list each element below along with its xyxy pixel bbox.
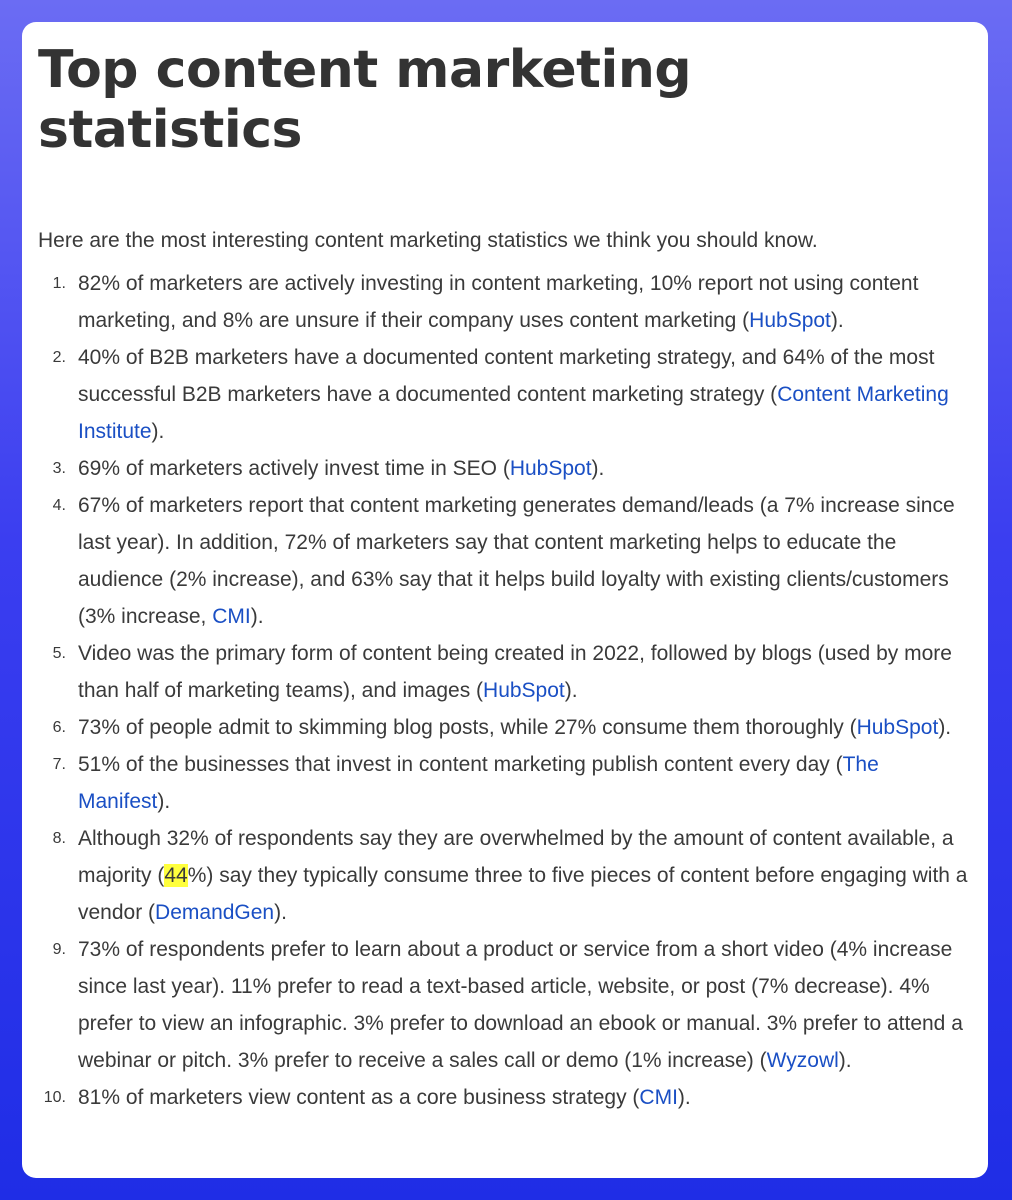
item-text: Video was the primary form of content being created in 2022, followed by blogs (used by more than half of marketing teams), and images ( <box>78 642 952 702</box>
list-item <box>38 339 972 450</box>
item-text: 82% of marketers are actively investing in content marketing, 10% report not using content marketing, and 8% are unsure if their company uses content marketing ( <box>78 272 919 332</box>
item-text: 73% of respondents prefer to learn about a product or service from a short video (4% increase since last year). 11% prefer to read a text-based article, website, or post (7% decrease). 4% prefer to view an infographic. 3% prefer to download an ebook or manual. 3% prefer to attend a webinar or pitch. 3% prefer to receive a sales call or demo (1% increase) ( <box>78 938 963 1072</box>
list-number: 10. <box>43 1089 66 1106</box>
item-text: 81% of marketers view content as a core business strategy ( <box>78 1086 640 1109</box>
list-number: 1. <box>52 275 66 292</box>
item-text-end: ). <box>830 309 844 332</box>
source-link-demandgen[interactable]: DemandGen <box>155 901 275 924</box>
item-text-end: ). <box>564 679 578 702</box>
item-text-middle: %) say they typically consume three to five pieces of content before engaging with a vendor ( <box>78 864 968 924</box>
source-link-the-manifest[interactable]: The Manifest <box>78 753 879 813</box>
source-link-cmi[interactable]: CMI <box>639 1086 678 1109</box>
item-text-end: ). <box>591 457 605 480</box>
item-text: 51% of the businesses that invest in content marketing publish content every day ( <box>78 753 843 776</box>
list-item <box>38 820 972 931</box>
item-text-end: ). <box>838 1049 852 1072</box>
item-text: Although 32% of respondents say they are overwhelmed by the amount of content available, a majority ( <box>78 827 954 887</box>
item-text: 40% of B2B marketers have a documented content marketing strategy, and 64% of the most successful B2B marketers have a documented content marketing strategy ( <box>78 346 935 406</box>
list-item <box>38 709 972 746</box>
item-text: 69% of marketers actively invest time in SEO ( <box>78 457 510 480</box>
item-text-end: ). <box>274 901 287 924</box>
source-link-cmi[interactable]: CMI <box>212 605 251 628</box>
item-text-end: ). <box>938 716 952 739</box>
page-title: Top content marketing statistics <box>38 40 692 160</box>
list-number: 3. <box>52 460 66 477</box>
item-text-end: ). <box>677 1086 691 1109</box>
source-link-hubspot[interactable]: HubSpot <box>749 309 831 332</box>
list-number: 5. <box>52 645 66 662</box>
source-link-hubspot[interactable]: HubSpot <box>856 716 939 739</box>
statistics-list <box>38 265 972 1116</box>
item-text: 67% of marketers report that content marketing generates demand/leads (a 7% increase since last year). In addition, 72% of marketers say that content marketing helps to educate the audience (2% increase), and 63% say that it helps build loyalty with existing clients/customers (3% increase, <box>78 494 955 628</box>
source-link-content-marketing-institute[interactable]: Content Marketing Institute <box>78 383 949 443</box>
list-number: 2. <box>52 349 66 366</box>
item-text: 73% of people admit to skimming blog posts, while 27% consume them thoroughly ( <box>78 716 857 739</box>
intro-paragraph: Here are the most interesting content marketing statistics we think you should know. <box>38 229 818 252</box>
list-number: 6. <box>52 719 66 736</box>
item-text-end: ). <box>250 605 264 628</box>
source-link-hubspot[interactable]: HubSpot <box>509 457 592 480</box>
list-item <box>38 487 972 635</box>
list-item <box>38 931 972 1079</box>
article-card <box>22 22 988 1178</box>
source-link-hubspot[interactable]: HubSpot <box>483 679 565 702</box>
item-text-end: ). <box>157 790 171 813</box>
list-item <box>38 450 972 487</box>
list-number: 4. <box>52 497 66 514</box>
item-text-end: ). <box>151 420 165 443</box>
source-link-wyzowl[interactable]: Wyzowl <box>766 1049 839 1072</box>
highlighted-number: 44 <box>164 864 188 887</box>
list-number: 9. <box>52 941 66 958</box>
list-number: 8. <box>52 830 66 847</box>
list-number: 7. <box>52 756 66 773</box>
list-item <box>38 1079 972 1116</box>
list-item <box>38 635 972 709</box>
list-item <box>38 265 972 339</box>
list-item <box>38 746 972 820</box>
